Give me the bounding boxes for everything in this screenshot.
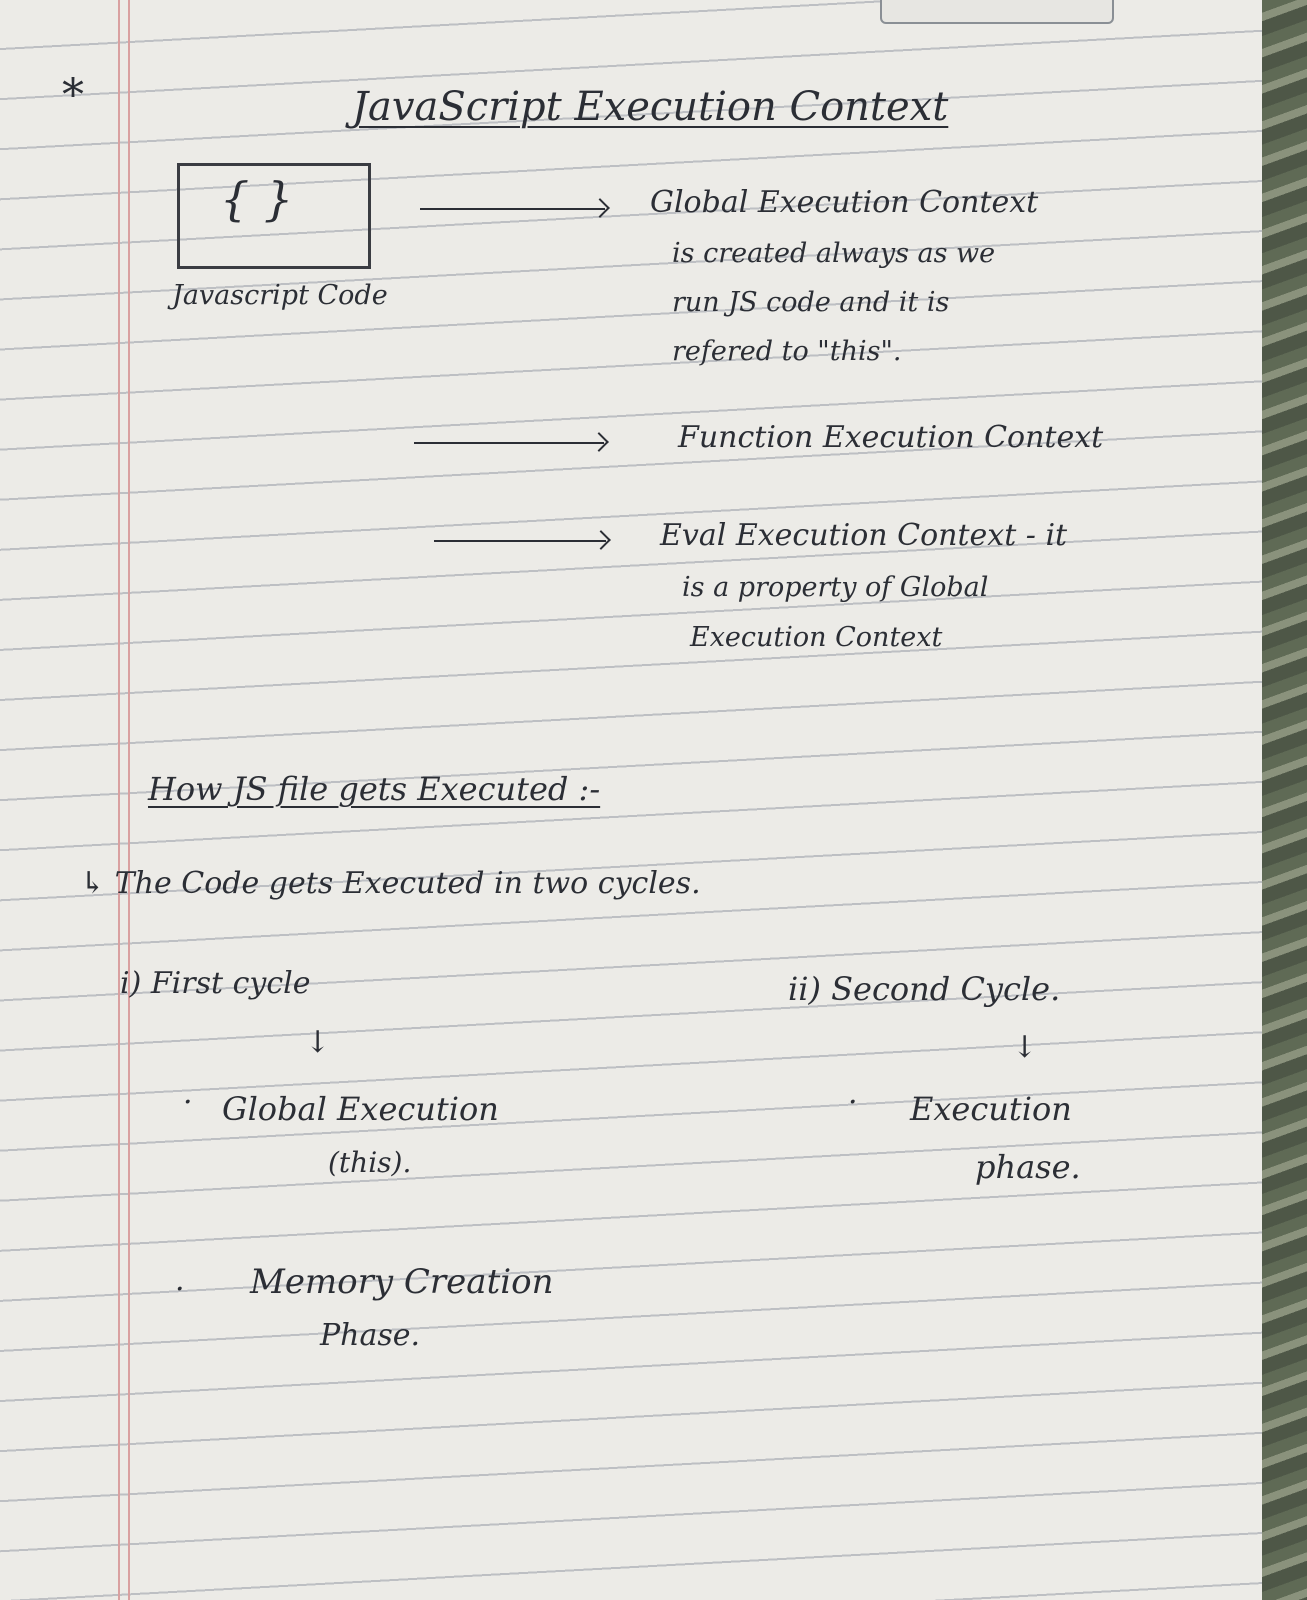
section-title: How JS file gets Executed :- xyxy=(148,770,601,808)
eval-context-line: is a property of Global xyxy=(682,572,989,603)
first-cycle-item-sub: (this). xyxy=(328,1146,412,1179)
bullet-dot: · xyxy=(183,1085,193,1120)
arrow-eval xyxy=(434,540,606,542)
code-braces: { } xyxy=(220,172,294,226)
global-context-line: run JS code and it is xyxy=(672,287,950,318)
margin-line xyxy=(128,0,130,1600)
first-cycle-item-sub: Phase. xyxy=(320,1318,421,1353)
arrow-global xyxy=(420,208,605,210)
eval-context-line: Execution Context xyxy=(690,622,943,653)
down-arrow-icon: ↓ xyxy=(305,1025,331,1060)
first-cycle-label: i) First cycle xyxy=(120,966,311,1001)
page-title: JavaScript Execution Context xyxy=(352,84,949,130)
global-context-line: is created always as we xyxy=(672,238,996,269)
eval-context-heading: Eval Execution Context - it xyxy=(660,518,1068,553)
intro-line: ↳ The Code gets Executed in two cycles. xyxy=(80,866,701,901)
second-cycle-label: ii) Second Cycle. xyxy=(788,970,1061,1008)
code-caption: Javascript Code xyxy=(172,280,388,311)
global-context-line: refered to "this". xyxy=(672,336,902,367)
arrow-function xyxy=(414,442,604,444)
global-context-heading: Global Execution Context xyxy=(650,185,1039,220)
first-cycle-item: Global Execution xyxy=(222,1090,499,1128)
second-cycle-item-sub: phase. xyxy=(975,1148,1081,1186)
page-top-tabs xyxy=(880,0,1114,24)
function-context-heading: Function Execution Context xyxy=(678,420,1104,455)
second-cycle-item: Execution xyxy=(910,1090,1072,1128)
bullet-dot: · xyxy=(175,1272,185,1307)
background-fabric xyxy=(1262,0,1307,1600)
star-mark: * xyxy=(62,70,84,121)
bullet-dot: · xyxy=(848,1085,858,1120)
margin-line xyxy=(118,0,120,1600)
down-arrow-icon: ↓ xyxy=(1012,1030,1038,1065)
first-cycle-item: Memory Creation xyxy=(250,1262,554,1302)
